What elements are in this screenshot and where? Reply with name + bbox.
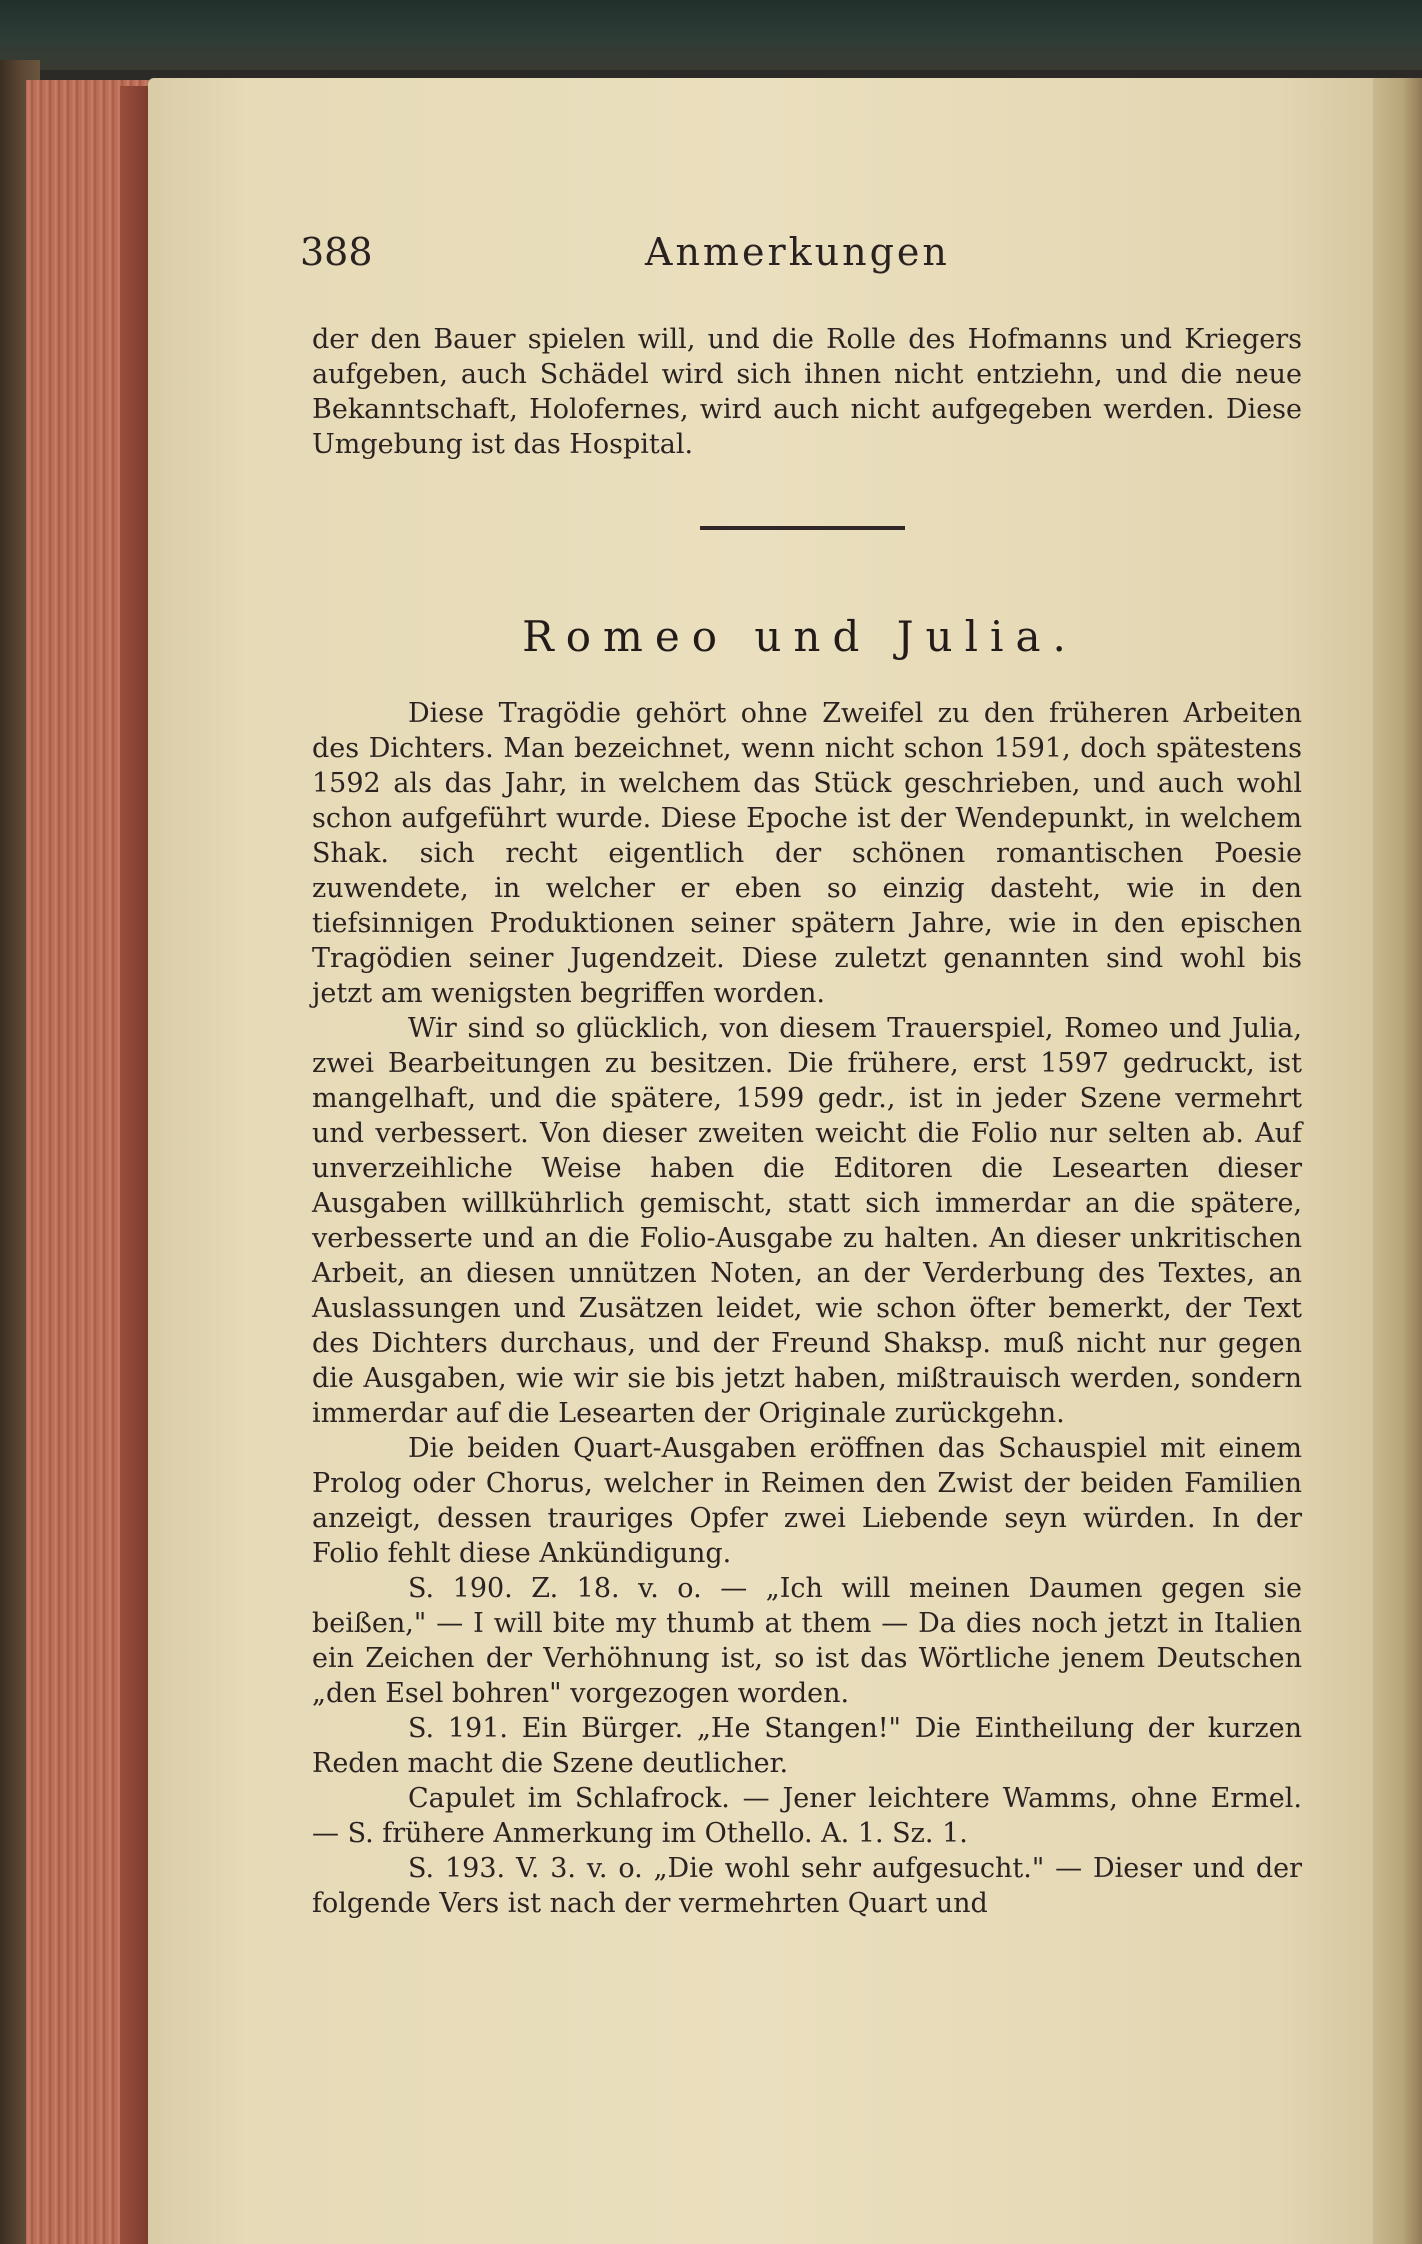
intro-text — [312, 322, 1302, 462]
page-number: 388 — [300, 230, 373, 274]
paragraph: S. 191. Ein Bürger. „He Stangen!" Die Eintheilung der kurzen Reden macht die Szene deutlicher. — [312, 1713, 1302, 1779]
section-divider — [700, 526, 905, 530]
page-header — [300, 230, 1200, 286]
section-title: Romeo und Julia. — [522, 612, 1078, 661]
intro-paragraph: der den Bauer spielen will, und die Rolle des Hofmanns und Kriegers aufgeben, auch Schädel wird sich ihnen nicht entziehn, und die neue Bekanntschaft, Holofernes, wird auch nicht aufgegeben werden. Diese Umgebung ist das Hospital. — [312, 324, 1302, 460]
paragraph: Capulet im Schlafrock. — Jener leichtere Wamms, ohne Ermel. — S. frühere Anmerkung im Othello. A. 1. Sz. 1. — [312, 1783, 1302, 1849]
paragraph: Wir sind so glücklich, von diesem Trauerspiel, Romeo und Julia, zwei Bearbeitungen zu besitzen. Die frühere, erst 1597 gedruckt, ist mangelhaft, und die spätere, 1599 gedr., ist in jeder Szene vermehrt und verbessert. Von dieser zweiten weicht die Folio nur selten ab. Auf unverzeihliche Weise haben die Editoren die Lesearten dieser Ausgaben willkührlich gemischt, statt sich immerdar an die spätere, verbesserte und an die Folio-Ausgabe zu halten. An dieser unkritischen Arbeit, an diesen unnützen Noten, an der Verderbung des Textes, an Auslassungen und Zusätzen leidet, wie schon öfter bemerkt, der Text des Dichters durchaus, und der Freund Shaksp. muß nicht nur gegen die Ausgaben, wie wir sie bis jetzt haben, mißtrauisch werden, sondern immerdar auf die Lesearten der Originale zurückgehn. — [312, 1013, 1302, 1429]
running-head: Anmerkungen — [645, 230, 950, 274]
page-edges-shadow — [120, 86, 150, 2244]
paragraph: S. 190. Z. 18. v. o. — „Ich will meinen Daumen gegen sie beißen," — I will bite my thumb at them — Da dies noch jetzt in Italien ein Zeichen der Verhöhnung ist, so ist das Wörtliche jenem Deutschen „den Esel bohren" vorgezogen worden. — [312, 1573, 1302, 1709]
book-cover-top — [0, 0, 1422, 70]
body-text — [312, 696, 1302, 1921]
page-edges-right — [1373, 78, 1422, 2244]
paragraph: Diese Tragödie gehört ohne Zweifel zu den früheren Arbeiten des Dichters. Man bezeichnet, wenn nicht schon 1591, doch spätestens 1592 als das Jahr, in welchem das Stück geschrieben, und auch wohl schon aufgeführt wurde. Diese Epoche ist der Wendepunkt, in welchem Shak. sich recht eigentlich der schönen romantischen Poesie zuwendete, in welcher er eben so einzig dasteht, wie in den tiefsinnigen Produktionen seiner spätern Jahre, wie in den epischen Tragödien seiner Jugendzeit. Diese zuletzt genannten sind wohl bis jetzt am wenigsten begriffen worden. — [312, 698, 1302, 1009]
paragraph: S. 193. V. 3. v. o. „Die wohl sehr aufgesucht." — Dieser und der folgende Vers ist nach der vermehrten Quart und — [312, 1853, 1302, 1919]
paragraph: Die beiden Quart-Ausgaben eröffnen das Schauspiel mit einem Prolog oder Chorus, welcher in Reimen den Zwist der beiden Familien anzeigt, dessen trauriges Opfer zwei Liebende seyn würden. In der Folio fehlt diese Ankündigung. — [312, 1433, 1302, 1569]
